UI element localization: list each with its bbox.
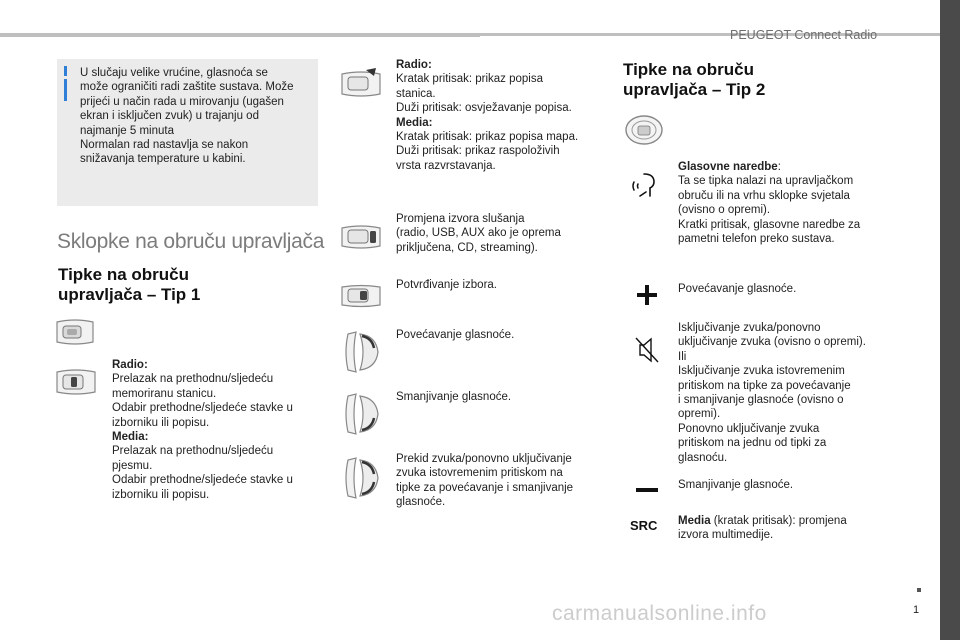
steering-switch-volume-down-icon [342, 392, 382, 436]
steering-switch-confirm-icon [340, 284, 382, 308]
type2-voice-suffix: : [777, 161, 781, 173]
running-header: PEUGEOT Connect Radio [730, 28, 878, 42]
middle-source-text: Promjena izvora slušanja (radio, USB, AUX ako je oprema priključena, CD, streaming). [396, 213, 561, 254]
middle-media-label: Media: [396, 116, 433, 129]
steering-switch-volume-up-icon [342, 330, 382, 374]
middle-radio-label: Radio: [396, 59, 432, 71]
type2-heading: Tipke na obruču upravljača – Tip 2 [623, 60, 766, 99]
info-icon [64, 66, 67, 76]
middle-confirm-text: Potvrđivanje izbora. [396, 279, 497, 291]
steering-wheel-icon [624, 114, 664, 146]
src-icon: SRC [630, 518, 658, 533]
steering-switch-type1-icon [55, 318, 95, 346]
middle-vol-down-text: Smanjivanje glasnoće. [396, 391, 512, 403]
type2-media-text: (kratak pritisak): promjena izvora multimedije. [678, 515, 847, 542]
minus-icon [636, 486, 658, 494]
type2-vol-down-text: Smanjivanje glasnoće. [678, 479, 794, 491]
type1-radio-label: Radio: [112, 359, 148, 371]
voice-command-icon [630, 172, 662, 200]
page-edge-bar [940, 0, 960, 640]
middle-vol-up-text: Povećavanje glasnoće. [396, 329, 515, 341]
top-rule-left [0, 33, 480, 37]
steering-switch-source-icon [340, 224, 382, 250]
plus-icon [636, 284, 658, 306]
type2-voice-label: Glasovne naredbe [678, 161, 778, 173]
steering-switch-list-icon [340, 68, 382, 98]
type1-media-text: Prelazak na prethodnu/sljedeću pjesmu. Odabir prethodne/sljedeće stavke u izborniku ili popisu. [112, 445, 293, 501]
type2-voice-text: Ta se tipka nalazi na upravljačkom obruču ili na vrhu sklopke svjetala (ovisno o opremi). Kratki pritisak, glasovne naredbe za pametni telefon preko sustava. [678, 175, 861, 246]
type2-media-description [678, 514, 893, 543]
info-icon-stem [64, 79, 67, 101]
type2-vol-up-text: Povećavanje glasnoće. [678, 283, 797, 295]
section-title: Sklopke na obruču upravljača [57, 230, 325, 253]
middle-radio-description [396, 58, 606, 173]
type1-description [112, 358, 322, 502]
middle-mute-text: Prekid zvuka/ponovno uključivanje zvuka istovremenim pritiskom na tipke za povećavanje i smanjivanje glasnoće. [396, 453, 574, 509]
info-note-text: U slučaju velike vrućine, glasnoća se može ograničiti radi zaštite sustava. Može prijeći u način rada u mirovanju (ugašen ekran i isključen zvuk) u trajanju od najmanje 5 minuta Normalan rad nastavlja se nakon snižavanja temperature u kabini. [80, 67, 294, 166]
type2-mute-text: Isključivanje zvuka/ponovno uključivanje zvuka (ovisno o opremi). Ili Isključivanje zvuka istovremenim pritiskom na tipke za povećavanje i smanjivanje glasnoće (ovisno o opremi). Ponovno uključivanje zvuka pritiskom na jednu od tipki za glasnoću. [678, 322, 866, 464]
middle-radio-text: Kratak pritisak: prikaz popisa stanica. Duži pritisak: osvježavanje popisa. [396, 73, 572, 115]
type2-voice-description [678, 160, 893, 246]
steering-switch-mute-icon [342, 456, 382, 500]
watermark: carmanualsonline.info [552, 602, 767, 625]
page-number: 1 [913, 604, 920, 616]
page-marker-dot [917, 588, 921, 592]
type1-radio-text: Prelazak na prethodnu/sljedeću memoriranu stanicu. Odabir prethodne/sljedeće stavke u izborniku ili popisu. [112, 373, 293, 429]
type2-media-label: Media [678, 515, 711, 527]
type1-media-label: Media: [112, 431, 149, 444]
steering-switch-type1-scroll-icon [55, 368, 97, 396]
middle-media-text: Kratak pritisak: prikaz popisa mapa. Duži pritisak: prikaz raspoloživih vrsta razvrstavanja. [396, 131, 579, 172]
mute-speaker-icon [634, 336, 660, 364]
type1-heading: Tipke na obruču upravljača – Tip 1 [58, 265, 201, 304]
